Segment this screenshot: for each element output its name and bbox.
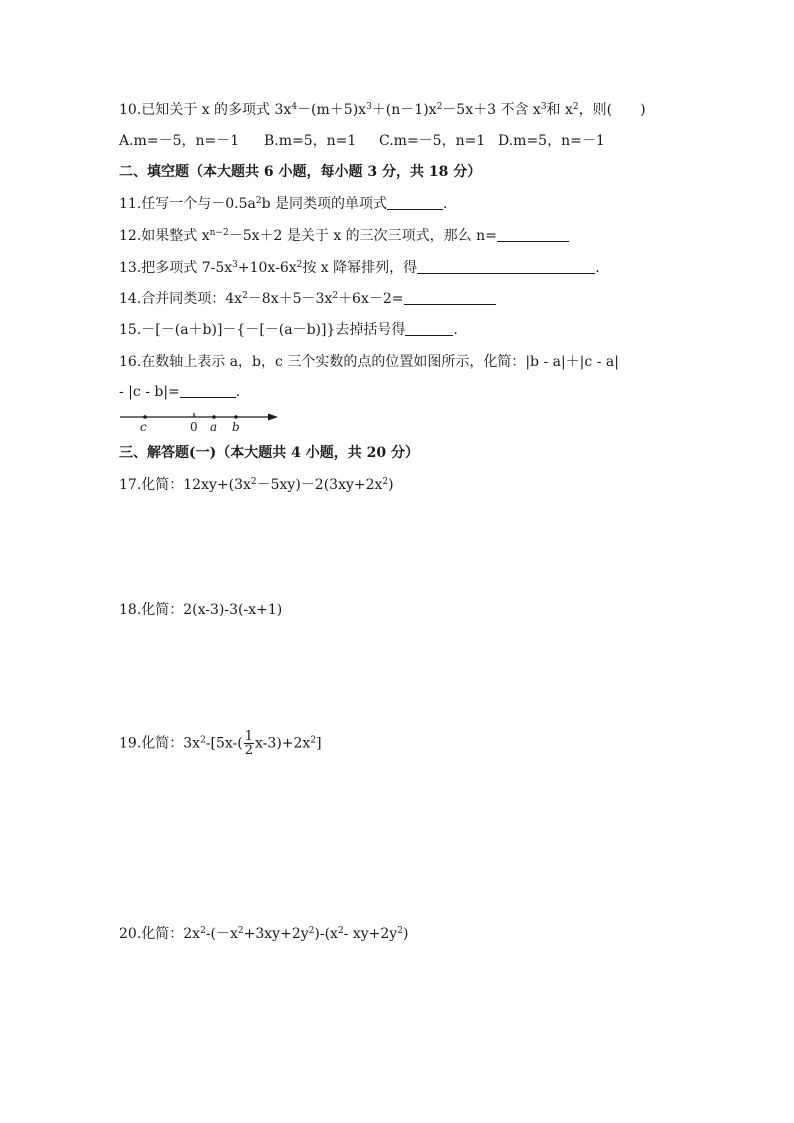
label-c: c: [140, 420, 147, 434]
question-19: 19.化简：$3x^2-[5x-$( $\frac{1}{2}$ $x-3)+2x^2$]: [119, 729, 322, 758]
answer-blank[interactable]: [404, 290, 496, 305]
question-13: 13.把多项式 $7-5x^3+10x-6x^2$按 x 降幂排列，得 .: [119, 260, 600, 276]
question-15: 15.－[－(a＋b)]－{－[－(a－b)]}去掉括号得 .: [119, 322, 458, 338]
question-18: 18.化简：2(x-3)-3(-x+1): [119, 602, 283, 618]
fraction-one-half: $\frac{1}{2}$: [244, 729, 254, 758]
option-b: B.m=5，n=1: [264, 133, 357, 149]
question-16-line-1: 16.在数轴上表示 a，b，c 三个实数的点的位置如图所示，化简：|b - a|＋|c - a|: [119, 354, 619, 370]
answer-blank[interactable]: [180, 383, 236, 398]
question-12: 12.如果整式 $x^{n-2}-5x+2$ 是关于 x 的三次三项式，那么 n=: [119, 226, 569, 246]
question-17: 17.化简：$12xy+(3x^2-5xy)-2(3xy+2x^2)$: [119, 477, 394, 493]
section-2-heading: 二、填空题（本大题共 6 小题，每小题 3 分，共 18 分）: [119, 164, 482, 180]
number-line: [118, 408, 282, 434]
point-b: [234, 415, 238, 419]
arrow-icon: [268, 414, 278, 421]
answer-blank[interactable]: [497, 227, 569, 242]
answer-blank[interactable]: [387, 195, 443, 210]
answer-blank[interactable]: [405, 321, 453, 336]
option-a: A.m=－5，n=－1: [119, 133, 240, 149]
label-a: a: [210, 420, 218, 434]
label-zero: 0: [190, 420, 198, 434]
question-20: 20.化简：$2x^2-(-x^2+3xy+2y^2)-(x^2-$ $xy+2y^2$): [119, 926, 409, 942]
label-b: b: [232, 420, 240, 434]
point-c: [143, 415, 147, 419]
question-16-line-2: - |c - b|= .: [119, 384, 241, 400]
question-14: 14.合并同类项：$4x^2-8x+5-3x^2+6x-2=$: [119, 289, 496, 309]
question-10: 10.已知关于 x 的多项式 $3x^4-(m+5)x^3+(n-1)x^2-5x+3$ 不含 $x^3$和 $x^2$，则( ): [119, 102, 646, 118]
question-11: 11.任写一个与$-0.5a^2b$ 是同类项的单项式 .: [119, 196, 448, 212]
option-d: D.m=5，n=－1: [498, 133, 605, 149]
question-10-options: [119, 131, 605, 151]
option-c: C.m=－5，n=1: [379, 133, 486, 149]
point-a: [212, 415, 216, 419]
answer-blank[interactable]: [417, 259, 595, 274]
section-3-heading: 三、解答题(一)（本大题共 4 小题，共 20 分）: [119, 445, 419, 461]
